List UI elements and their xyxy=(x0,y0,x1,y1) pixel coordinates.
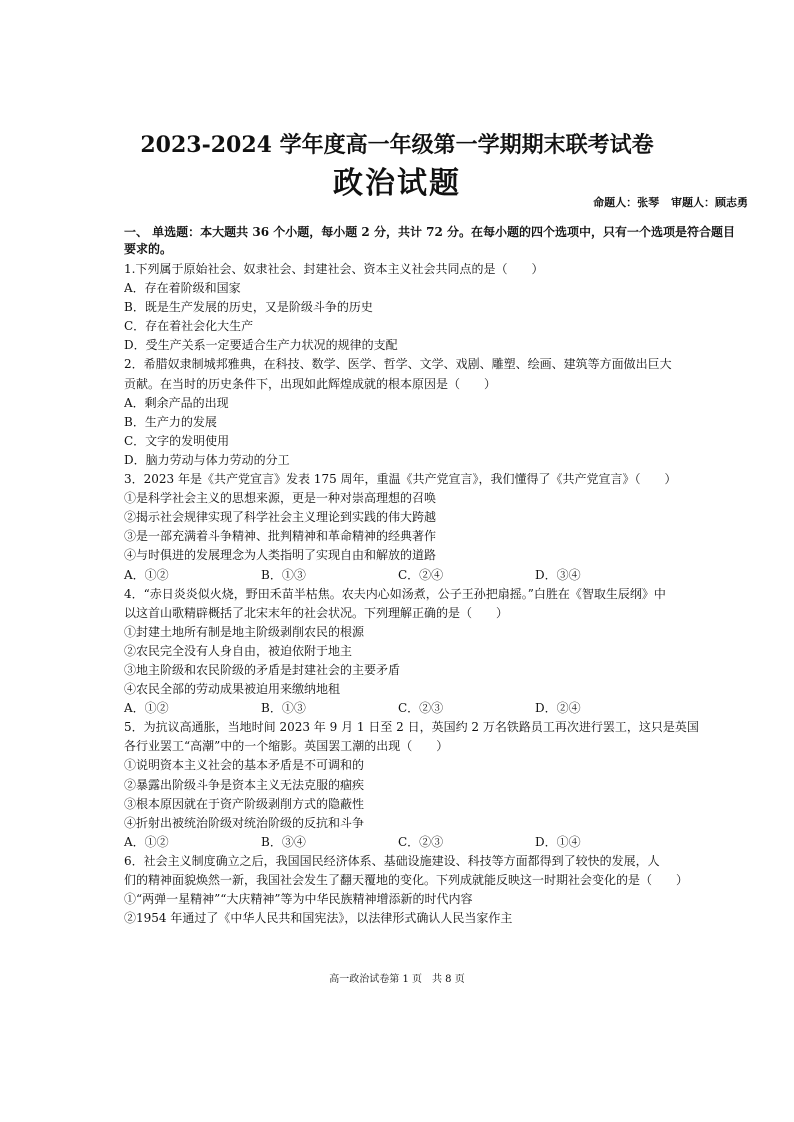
choice-d: D．受生产关系一定要适合生产力状况的规律的支配 xyxy=(124,338,398,353)
question-6 xyxy=(124,852,744,928)
question-3 xyxy=(124,470,744,585)
option-b: B．①③ xyxy=(261,567,306,582)
choice-a: A．剩余产品的出现 xyxy=(124,395,229,410)
statement-item: ④折射出被统治阶级对统治阶级的反抗和斗争 xyxy=(124,815,365,830)
choice-b: B．生产力的发展 xyxy=(124,414,217,429)
statement-item: ①说明资本主义社会的基本矛盾是不可调和的 xyxy=(124,758,365,773)
answer-options xyxy=(124,566,744,585)
authors-line xyxy=(585,194,748,210)
question-1 xyxy=(124,260,744,355)
choice-c: C．存在着社会化大生产 xyxy=(124,319,254,334)
section-heading: 一、 单选题：本大题共 36 个小题，每小题 2 分，共计 72 分。在每小题的四个选项中，只有一个选项是符合题目要求的。 xyxy=(124,225,735,256)
statement-item: ③地主阶级和农民阶级的矛盾是封建社会的主要矛盾 xyxy=(124,662,401,677)
option-c: C．②④ xyxy=(398,567,444,582)
statement-item: ②农民完全没有人身自由，被迫依附于地主 xyxy=(124,643,353,658)
option-c: C．②③ xyxy=(398,701,444,716)
option-a: A．①② xyxy=(124,701,169,716)
question-stem: 2．希腊奴隶制城邦雅典，在科技、数学、医学、哲学、文学、戏剧、雕塑、绘画、建筑等方面做出巨大 xyxy=(124,357,672,372)
setter-name: 命题人：张琴 xyxy=(593,196,660,209)
statement-item: ②揭示社会规律实现了科学社会主义理论到实践的伟大跨越 xyxy=(124,510,437,525)
subject-title: 政治试题 xyxy=(333,166,461,201)
exam-title: 2023-2024 学年度高一年级第一学期期末联考试卷 xyxy=(140,132,654,158)
choice-c: C．文字的发明使用 xyxy=(124,433,230,448)
statement-item: ④农民全部的劳动成果被迫用来缴纳地租 xyxy=(124,682,341,697)
statement-item: ②1954 年通过了《中华人民共和国宪法》，以法律形式确认人民当家作主 xyxy=(124,911,513,926)
question-stem: 1.下列属于原始社会、奴隶社会、封建社会、资本主义社会共同点的是（ ） xyxy=(124,262,544,276)
question-stem: 贡献。在当时的历史条件下，出现如此辉煌成就的根本原因是（ ） xyxy=(124,376,497,391)
question-stem: 3．2023 年是《共产党宣言》发表 175 周年，重温《共产党宣言》，我们懂得了《共产党宣言》（ ） xyxy=(124,472,677,487)
question-stem: 们的精神面貌焕然一新，我国社会发生了翻天覆地的变化。下列成就能反映这一时期社会变化的是（ ） xyxy=(124,873,689,887)
option-b: B．③④ xyxy=(261,834,306,849)
option-d: D．①④ xyxy=(535,834,581,849)
statement-item: ③根本原因就在于资产阶级剥削方式的隐蔽性 xyxy=(124,796,365,811)
answer-options xyxy=(124,699,744,718)
option-d: D．③④ xyxy=(535,567,581,582)
page-footer: 高一政治试卷第 1 页 共 8 页 xyxy=(329,974,465,985)
choice-b: B．既是生产发展的历史，又是阶级斗争的历史 xyxy=(124,300,373,315)
statement-item: ①封建土地所有制是地主阶级剥削农民的根源 xyxy=(124,624,365,639)
reviewer-name: 审题人：顾志勇 xyxy=(671,196,748,209)
statement-item: ①“两弹一星精神”“大庆精神”等为中华民族精神增添新的时代内容 xyxy=(124,892,473,907)
question-content xyxy=(124,224,744,928)
statement-item: ②暴露出阶级斗争是资本主义无法克服的痼疾 xyxy=(124,777,365,792)
option-a: A．①② xyxy=(124,567,169,582)
question-5 xyxy=(124,718,744,852)
question-2 xyxy=(124,355,744,470)
answer-options xyxy=(124,833,744,852)
question-stem: 以这首山歌精辟概括了北宋末年的社会状况。下列理解正确的是（ ） xyxy=(124,605,509,620)
choice-a: A．存在着阶级和国家 xyxy=(124,281,241,296)
question-4 xyxy=(124,585,744,719)
option-a: A．①② xyxy=(124,834,169,849)
option-b: B．①③ xyxy=(261,701,306,716)
question-stem: 5．为抗议高通胀，当地时间 2023 年 9 月 1 日至 2 日，英国约 2 万名铁路员工再次进行罢工，这只是英国 xyxy=(124,720,699,735)
question-stem: 4．“赤日炎炎似火烧，野田禾苗半枯焦。农夫内心如汤煮，公子王孙把扇摇。”白胜在《智取生辰纲》中 xyxy=(124,586,666,601)
statement-item: ①是科学社会主义的思想来源，更是一种对崇高理想的召唤 xyxy=(124,491,437,506)
option-d: D．②④ xyxy=(535,701,581,716)
question-stem: 各行业罢工“高潮”中的一个缩影。英国罢工潮的出现（ ） xyxy=(124,739,449,754)
option-c: C．②③ xyxy=(398,834,444,849)
statement-item: ③是一部充满着斗争精神、批判精神和革命精神的经典著作 xyxy=(124,529,437,544)
question-stem: 6．社会主义制度确立之后，我国国民经济体系、基础设施建设、科技等方面都得到了较快的发展，人 xyxy=(124,853,660,868)
statement-item: ④与时俱进的发展理念为人类指明了实现自由和解放的道路 xyxy=(124,548,437,563)
choice-d: D．脑力劳动与体力劳动的分工 xyxy=(124,452,290,467)
